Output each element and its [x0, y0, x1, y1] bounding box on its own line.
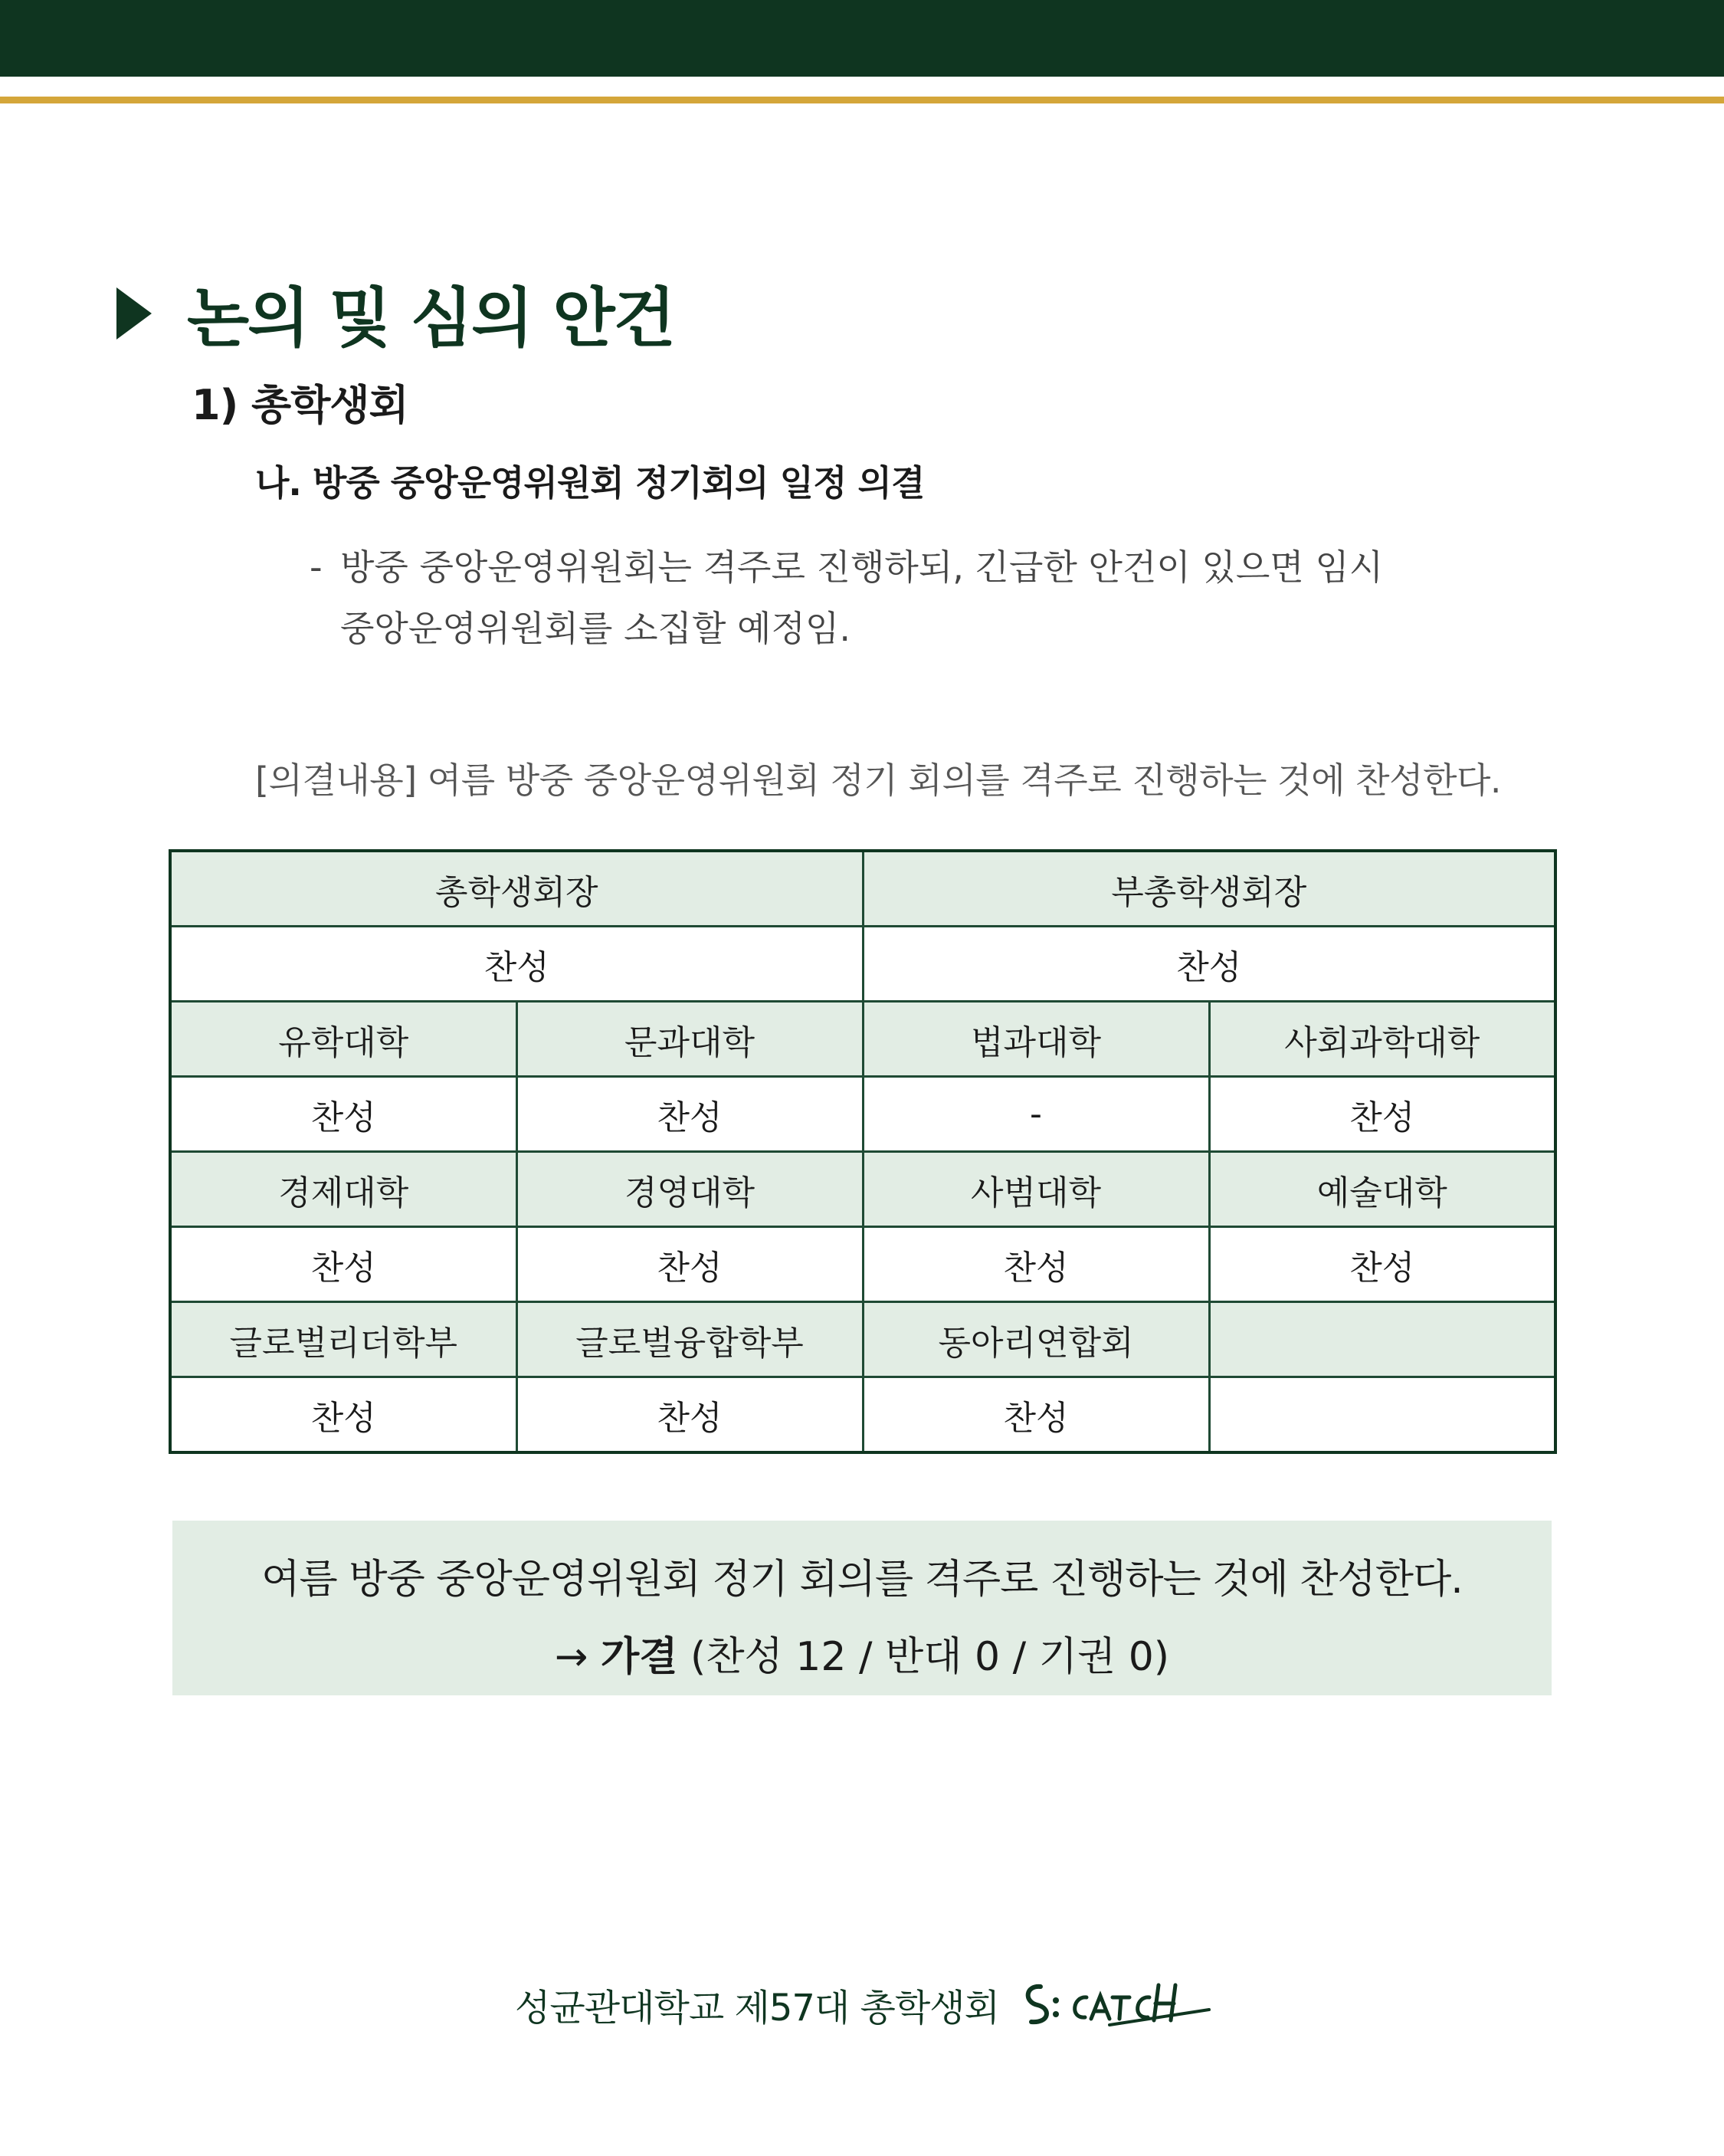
college-name-cell: 동아리연합회 — [863, 1302, 1209, 1377]
vote-table — [169, 849, 1557, 1454]
college-vote-cell: 찬성 — [863, 1377, 1209, 1453]
table-row — [170, 851, 1555, 927]
section-title-row — [116, 267, 674, 359]
officer-role-cell: 총학생회장 — [170, 851, 863, 927]
vote-tally: (찬성 12 / 반대 0 / 기권 0) — [690, 1634, 1170, 1680]
college-name-cell: 글로벌융합학부 — [516, 1302, 863, 1377]
college-name-cell: 글로벌리더학부 — [170, 1302, 516, 1377]
college-name-cell — [1209, 1302, 1555, 1377]
item-title: 나. 방중 중앙운영위원회 정기회의 일정 의결 — [255, 462, 925, 504]
college-name-cell: 유학대학 — [170, 1002, 516, 1077]
officer-role-cell: 부총학생회장 — [863, 851, 1555, 927]
dash-bullet: - — [310, 546, 323, 588]
scatch-logo — [1018, 1970, 1217, 2039]
college-vote-cell: 찬성 — [516, 1377, 863, 1453]
college-name-cell: 경제대학 — [170, 1152, 516, 1227]
footer-org-name: 성균관대학교 제57대 총학생회 — [515, 1986, 1000, 2030]
description-line-2: 중앙운영위원회를 소집할 예정임. — [340, 608, 851, 649]
table-row — [170, 1152, 1555, 1227]
college-vote-cell: 찬성 — [1209, 1077, 1555, 1152]
gold-divider — [0, 97, 1724, 103]
table-row — [170, 1077, 1555, 1152]
college-vote-cell: 찬성 — [516, 1077, 863, 1152]
arrow-right-icon: → — [554, 1634, 588, 1680]
college-vote-cell: 찬성 — [170, 1077, 516, 1152]
college-vote-cell — [1209, 1377, 1555, 1453]
table-row — [170, 1302, 1555, 1377]
college-vote-cell: 찬성 — [1209, 1227, 1555, 1302]
section-subtitle: 1) 총학생회 — [192, 381, 408, 429]
college-name-cell: 법과대학 — [863, 1002, 1209, 1077]
college-vote-cell: 찬성 — [516, 1227, 863, 1302]
college-name-cell: 사범대학 — [863, 1152, 1209, 1227]
officer-vote-cell: 찬성 — [170, 927, 863, 1002]
college-vote-cell: 찬성 — [170, 1377, 516, 1453]
result-verdict-line — [172, 1624, 1552, 1682]
section-title: 논의 및 심의 안건 — [187, 281, 674, 356]
result-statement: 여름 방중 중앙운영위원회 정기 회의를 격주로 진행하는 것에 찬성한다. — [261, 1557, 1463, 1603]
officer-vote-cell: 찬성 — [863, 927, 1555, 1002]
college-name-cell: 사회과학대학 — [1209, 1002, 1555, 1077]
footer — [515, 1970, 1217, 2039]
top-bar — [0, 0, 1724, 77]
result-box — [172, 1521, 1552, 1695]
resolution-text: [의결내용] 여름 방중 중앙운영위원회 정기 회의를 격주로 진행하는 것에 찬성한다. — [255, 760, 1502, 801]
college-vote-cell: - — [863, 1077, 1209, 1152]
college-name-cell: 문과대학 — [516, 1002, 863, 1077]
table-row — [170, 1377, 1555, 1453]
triangle-bullet-icon — [116, 287, 152, 340]
table-row — [170, 1227, 1555, 1302]
verdict-label: 가결 — [601, 1634, 678, 1680]
college-name-cell: 예술대학 — [1209, 1152, 1555, 1227]
table-row — [170, 927, 1555, 1002]
college-vote-cell: 찬성 — [170, 1227, 516, 1302]
item-description — [310, 537, 1383, 659]
college-name-cell: 경영대학 — [516, 1152, 863, 1227]
table-row — [170, 1002, 1555, 1077]
college-vote-cell: 찬성 — [863, 1227, 1209, 1302]
description-line-1: 방중 중앙운영위원회는 격주로 진행하되, 긴급한 안건이 있으면 임시 — [340, 546, 1384, 588]
